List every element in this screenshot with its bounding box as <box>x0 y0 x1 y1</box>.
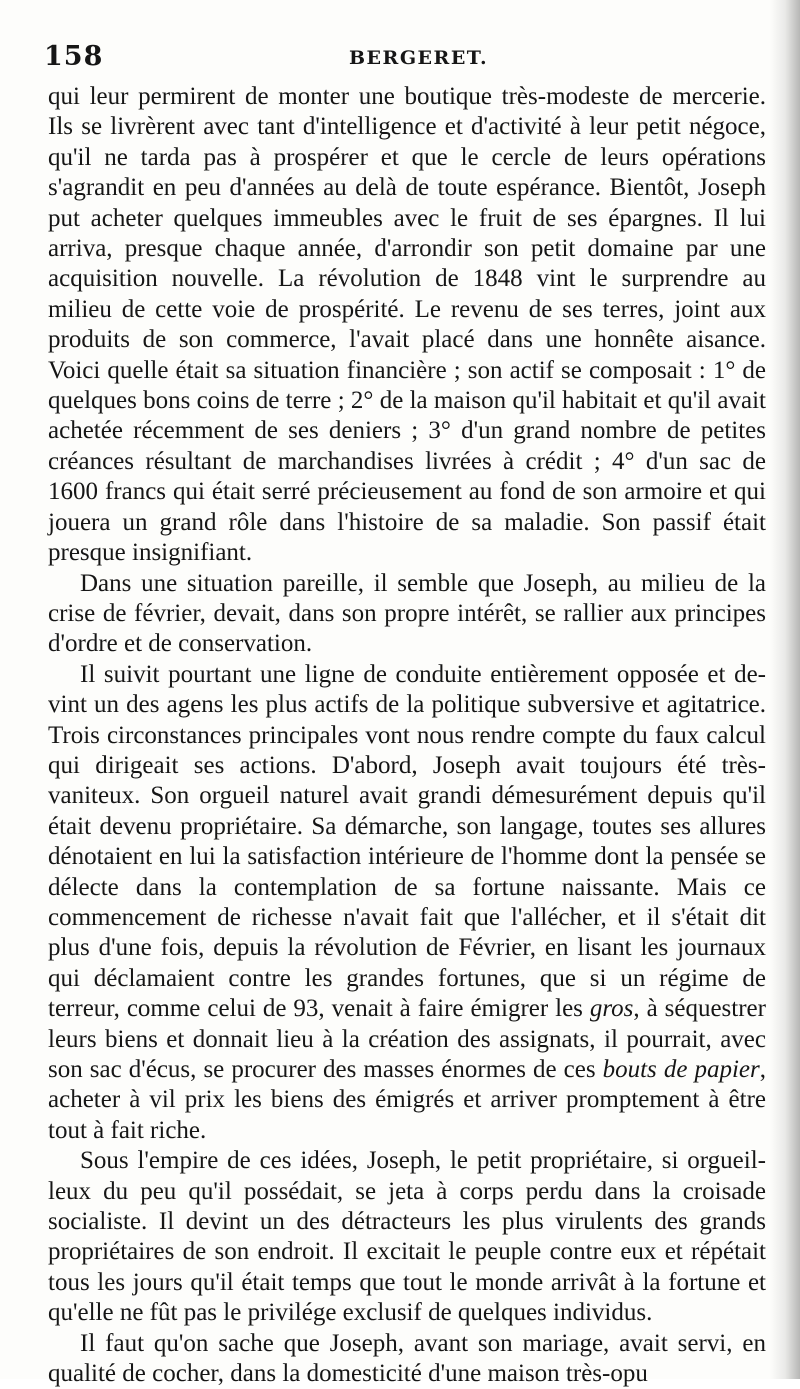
paragraph-3-part-2: , à séquestrer leurs biens et donnait lieu à la création des assignats, il pourrait, avec son sac d'écus, se procurer des masses énormes de ces <box>48 995 766 1083</box>
paragraph-3-part-3: , acheter à vil prix les biens des émigrés et arriver promptement à être tout à fait riche. <box>48 1056 766 1144</box>
paragraph-4: Sous l'empire de ces idées, Joseph, le petit propriétaire, si orgueilleux du peu qu'il possédait, se jeta à corps perdu dans la croisade socialiste. Il devint un des détracteurs les plus virulents des grands propriétaires de son endroit. Il excitait le peuple contre eux et répétait tous les jours qu'il était temps que tout le monde arrivât à la fortune et qu'elle ne fût pas le privilége exclusif de quelques individus. <box>48 1147 766 1327</box>
paragraph-1: qui leur permirent de monter une boutique très-modeste de mercerie. Ils se livrèrent avec tant d'intelligence et d'activité à leur petit négoce, qu'il ne tarda pas à prospérer et que le cercle de leurs opérations s'agrandit en peu d'années au delà de toute espérance. Bientôt, Joseph put acheter quelques immeubles avec le fruit de ses épargnes. Il lui arriva, presque chaque année, d'arrondir son petit domaine par une acquisition nouvelle. La révolution de 1848 vint le surprendre au milieu de cette voie de prospérité. Le revenu de ses terres, joint aux produits de son commerce, l'avait placé dans une honnête aisance. Voici quelle était sa situation financière ; son actif se composait : 1° de quelques bons coins de terre ; 2° de la maison qu'il habitait et qu'il avait achetée récemment de ses deniers ; 3° d'un grand nombre de petites créances résultant de marchandises livrées à crédit ; 4° d'un sac de 1600 francs qui était serré précieusement au fond de son armoire et qui jouera un grand rôle dans l'histoire de sa maladie. Son passif était presque insignifiant. <box>48 83 766 567</box>
scan-shadow-edge <box>770 0 800 1379</box>
page-header <box>44 40 764 74</box>
page-number: 158 <box>44 41 104 72</box>
paragraph-5: Il faut qu'on sache que Joseph, avant son mariage, avait servi, en qualité de cocher, dans la domesticité d'une maison très-opu <box>48 1329 766 1388</box>
italic-gros: gros <box>589 995 634 1023</box>
paragraph-2: Dans une situation pareille, il semble que Joseph, au milieu de la crise de février, devait, dans son propre intérêt, se rallier aux principes d'ordre et de conservation. <box>48 569 766 658</box>
running-head: BERGERET. <box>349 47 489 69</box>
paragraph-3-part-1: Il suivit pourtant une ligne de conduite entièrement opposée et devint un des agens les plus actifs de la politique subversive et agitatrice. Trois circonstances principales vont nous rendre compte du faux calcul qui dirigeait ses actions. D'abord, Joseph avait toujours été très-vaniteux. Son orgueil naturel avait grandi démesurément depuis qu'il était devenu propriétaire. Sa démarche, son langage, toutes ses allures dénotaient en lui la satisfaction intérieure de l'homme dont la pensée se délecte dans la contemplation de sa fortune naissante. Mais ce commencement de richesse n'avait fait que l'allécher, et il s'était dit plus d'une fois, depuis la révolution de Février, en lisant les journaux qui déclamaient contre les grandes fortunes, que si un régime de terreur, comme celui de 93, venait à faire émigrer les <box>48 660 766 1023</box>
body-text <box>48 82 766 1389</box>
paragraph-3 <box>48 660 766 1147</box>
italic-bouts-de-papier: bouts de papier <box>602 1056 760 1083</box>
